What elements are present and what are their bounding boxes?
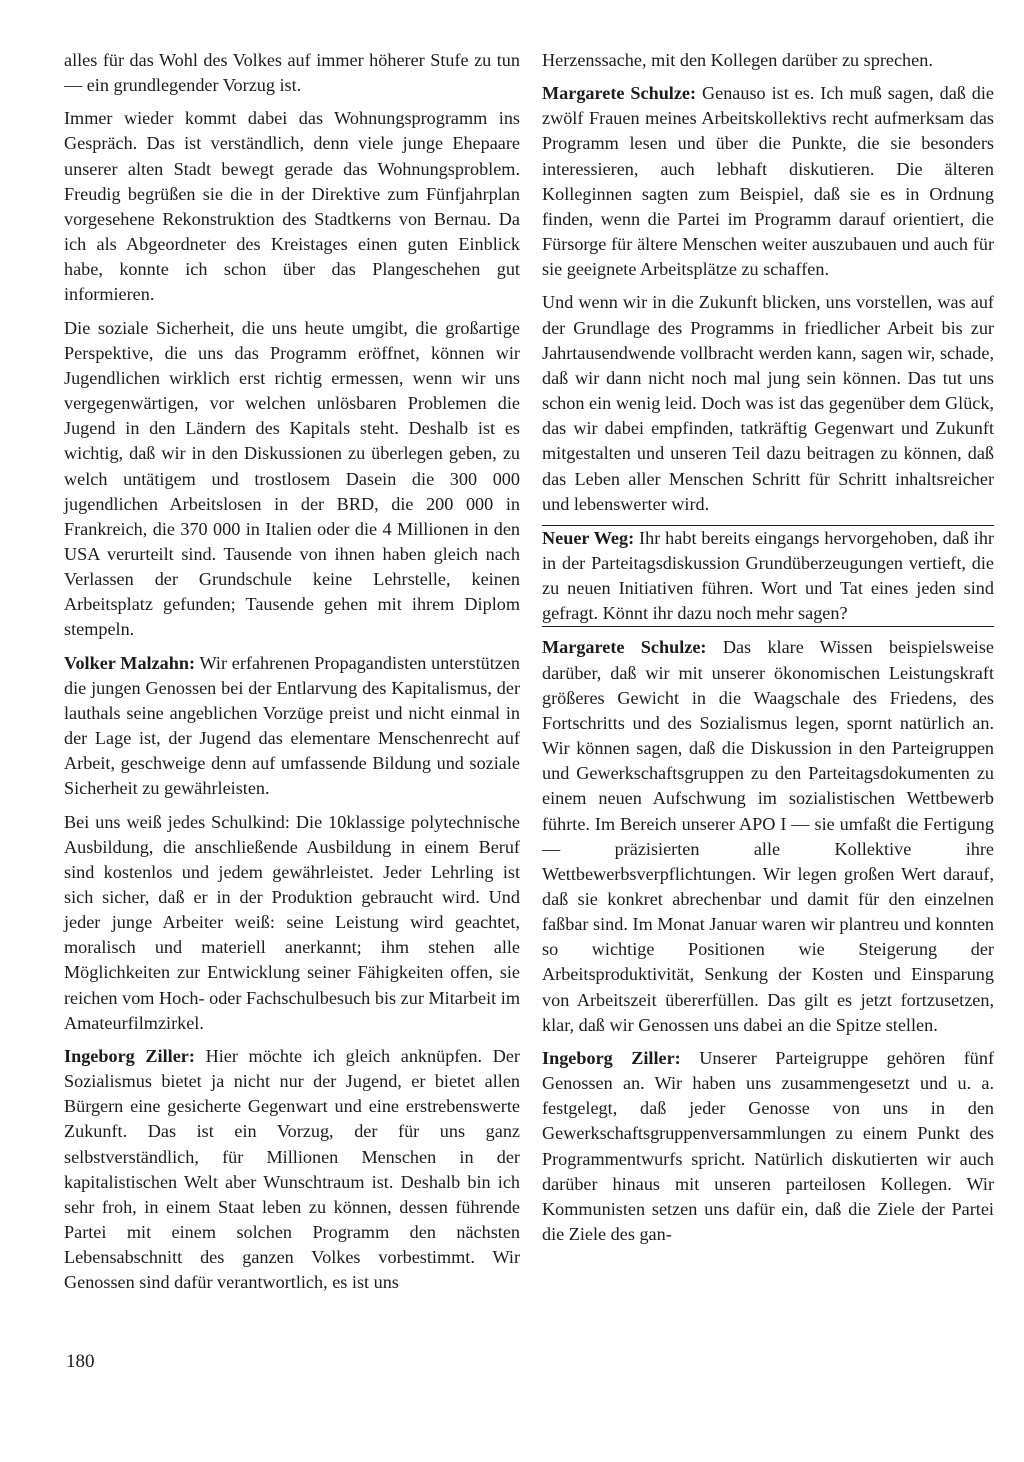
paragraph: Und wenn wir in die Zukunft blicken, uns vorstellen, was auf der Grundlage des Programms in friedlicher Arbeit bis zur Jahrtausendwende vollbracht werden kann, sagen wir, schade, daß wir dann nicht noch mal jung sein können. Das tut uns schon ein wenig leid. Doch was ist das gegenüber dem Glück, das wir dabei empfinden, tatkräftig Gegenwart und Zukunft mitgestalten und unseren Teil dazu beitragen zu können, daß das Leben aller Menschen Schritt für Schritt inhaltsreicher und lebenswerter wird. — [542, 292, 994, 514]
paragraph: Herzenssache, mit den Kollegen darüber zu sprechen. — [542, 50, 933, 70]
paragraph: Bei uns weiß jedes Schulkind: Die 10klassige polytechnische Ausbildung, die anschließende Ausbildung in einem Beruf sind kostenlos und jedem gewährleistet. Jeder Lehrling ist sich sicher, daß er in der Produktion gebraucht wird. Und jeder junge Arbeiter weiß: seine Leistung wird geachtet, moralisch und materiell anerkannt; ihm stehen alle Möglichkeiten zur Entwicklung seiner Fähigkeiten offen, sie reichen vom Hoch- oder Fachschulbesuch bis zur Mitarbeit im Amateurfilmzirkel. — [64, 811, 520, 1033]
speaker-name: Margarete Schulze: — [542, 637, 707, 658]
paragraph: Immer wieder kommt dabei das Wohnungsprogramm ins Gespräch. Das ist verständlich, denn viele junge Ehepaare unserer alten Stadt bewegt gerade das Wohnungsproblem. Freudig begrüßen sie die in der Direktive zum Fünfjahrplan vorgesehene Rekonstruktion des Stadtkerns von Bernau. Da ich als Abgeordneter des Kreistages einen guten Einblick habe, konnte ich schon über das Plangeschehen gut informieren. — [64, 108, 520, 305]
speaker-name: Volker Malzahn: — [64, 652, 196, 673]
left-column — [64, 48, 520, 1304]
speaker-paragraph — [64, 1044, 520, 1296]
paragraph: alles für das Wohl des Volkes auf immer höherer Stufe zu tun — ein grundlegender Vorzug ist. — [64, 50, 520, 96]
speech-text: Wir erfahrenen Propagandisten unterstützen die jungen Genossen bei der Entlarvung des Kapitalismus, der lauthals seine angeblichen Vorzüge preist und nicht einmal in der Lage ist, der Jugend das elementare Menschenrecht auf Arbeit, geschweige denn auf umfassende Bildung und soziale Sicherheit zu gewährleisten. — [64, 652, 521, 799]
right-column — [542, 48, 994, 1247]
speaker-name: Ingeborg Ziller: — [542, 1047, 681, 1068]
editorial-question — [542, 525, 994, 628]
question-text: Ihr habt bereits eingangs hervorgehoben, daß ihr in der Parteitagsdiskussion Grundüberzeugungen vertieft, die zu neuen Initiativen führen. Wort und Tat eines jeden sind gefragt. Könnt ihr dazu noch mehr sagen? — [542, 527, 994, 624]
speech-text: Hier möchte ich gleich anknüpfen. Der Sozialismus bietet ja nicht nur der Jugend, er bietet allen Bürgern eine gesicherte Gegenwart und eine erstrebenswerte Zukunft. Das ist ein Vorzug, der für uns ganz selbstverständlich, für Millionen Menschen in der kapitalistischen Welt aber Wunschtraum ist. Deshalb bin ich sehr froh, in einem Staat leben zu können, dessen führende Partei mit einem solchen Programm den nächsten Lebensabschnitt des ganzen Volkes vorbestimmt. Wir Genossen sind dafür verantwortlich, es ist uns — [64, 1045, 520, 1293]
speech-text: Unserer Parteigruppe gehören fünf Genossen an. Wir haben uns zusammengesetzt und u. a. festgelegt, daß jeder Genosse von uns in den Gewerkschaftsgruppenversammlungen zu einem Punkt des Programmentwurfs spricht. Natürlich diskutierten wir auch darüber hinaus mit unseren parteilosen Kollegen. Wir Kommunisten setzen uns dafür ein, daß die Ziele der Partei die Ziele des gan- — [542, 1047, 994, 1245]
speaker-paragraph — [64, 651, 520, 802]
speech-text: Genauso ist es. Ich muß sagen, daß die zwölf Frauen meines Arbeitskollektivs recht aufmerksam das Programm lesen und über die Punkte, die sie besonders interessieren, auch lebhaft diskutieren. Die älteren Kolleginnen sagten zum Beispiel, daß sie es in Ordnung finden, wenn die Partei im Programm darauf orientiert, die Fürsorge für ältere Menschen weiter auszubauen und auch für sie geeignete Arbeitsplätze zu schaffen. — [542, 83, 995, 280]
speaker-paragraph — [542, 81, 994, 282]
speech-text: Das klare Wissen beispielsweise darüber, daß wir mit unserer ökonomischen Leistungskraft größeres Gewicht in die Waagschale des Friedens, des Fortschritts und des Sozialismus legen, spornt natürlich an. Wir können sagen, daß die Diskussion in den Parteigruppen und Gewerkschaftsgruppen zu den Parteitagsdokumenten zu einem neuen Aufschwung im sozialistischen Wettbewerb führte. Im Bereich unserer APO I — sie umfaßt die Fertigung — präzisierten alle Kollektive ihre Wettbewerbsverpflichtungen. Wir legen großen Wert darauf, daß sie konkret abrechenbar und damit für den einzelnen faßbar sind. Im Monat Januar waren wir plantreu und konnten so wichtige Positionen wie Steigerung der Arbeitsproduktivität, Senkung der Kosten und Einsparung von Arbeitszeit übererfüllen. Das gilt es jetzt fortzusetzen, klar, daß wir Genossen uns dabei an die Spitze stellen. — [542, 637, 994, 1035]
speaker-name: Ingeborg Ziller: — [64, 1045, 195, 1066]
paragraph: Die soziale Sicherheit, die uns heute umgibt, die großartige Perspektive, die uns das Programm eröffnet, können wir Jugendlichen wirklich erst richtig ermessen, wenn wir uns vergegenwärtigen, vor welchen unlösbaren Problemen die Jugend in den Ländern des Kapitals steht. Deshalb ist es wichtig, daß wir in den Diskussionen zu überlegen geben, zu welch untätigem und trostlosem Dasein die 300 000 jugendlichen Arbeitslosen in der BRD, die 200 000 in Frankreich, die 370 000 in Italien oder die 4 Millionen in den USA verurteilt sind. Tausende von ihnen haben gleich nach Verlassen der Grundschule keine Lehrstelle, keinen Arbeitsplatz gefunden; Tausende gehen mit ihrem Diplom stempeln. — [64, 317, 520, 640]
speaker-name: Neuer Weg: — [542, 527, 635, 548]
speaker-name: Margarete Schulze: — [542, 83, 697, 104]
page-number: 180 — [66, 1351, 95, 1372]
speaker-paragraph — [542, 1046, 994, 1247]
speaker-paragraph — [542, 635, 994, 1038]
